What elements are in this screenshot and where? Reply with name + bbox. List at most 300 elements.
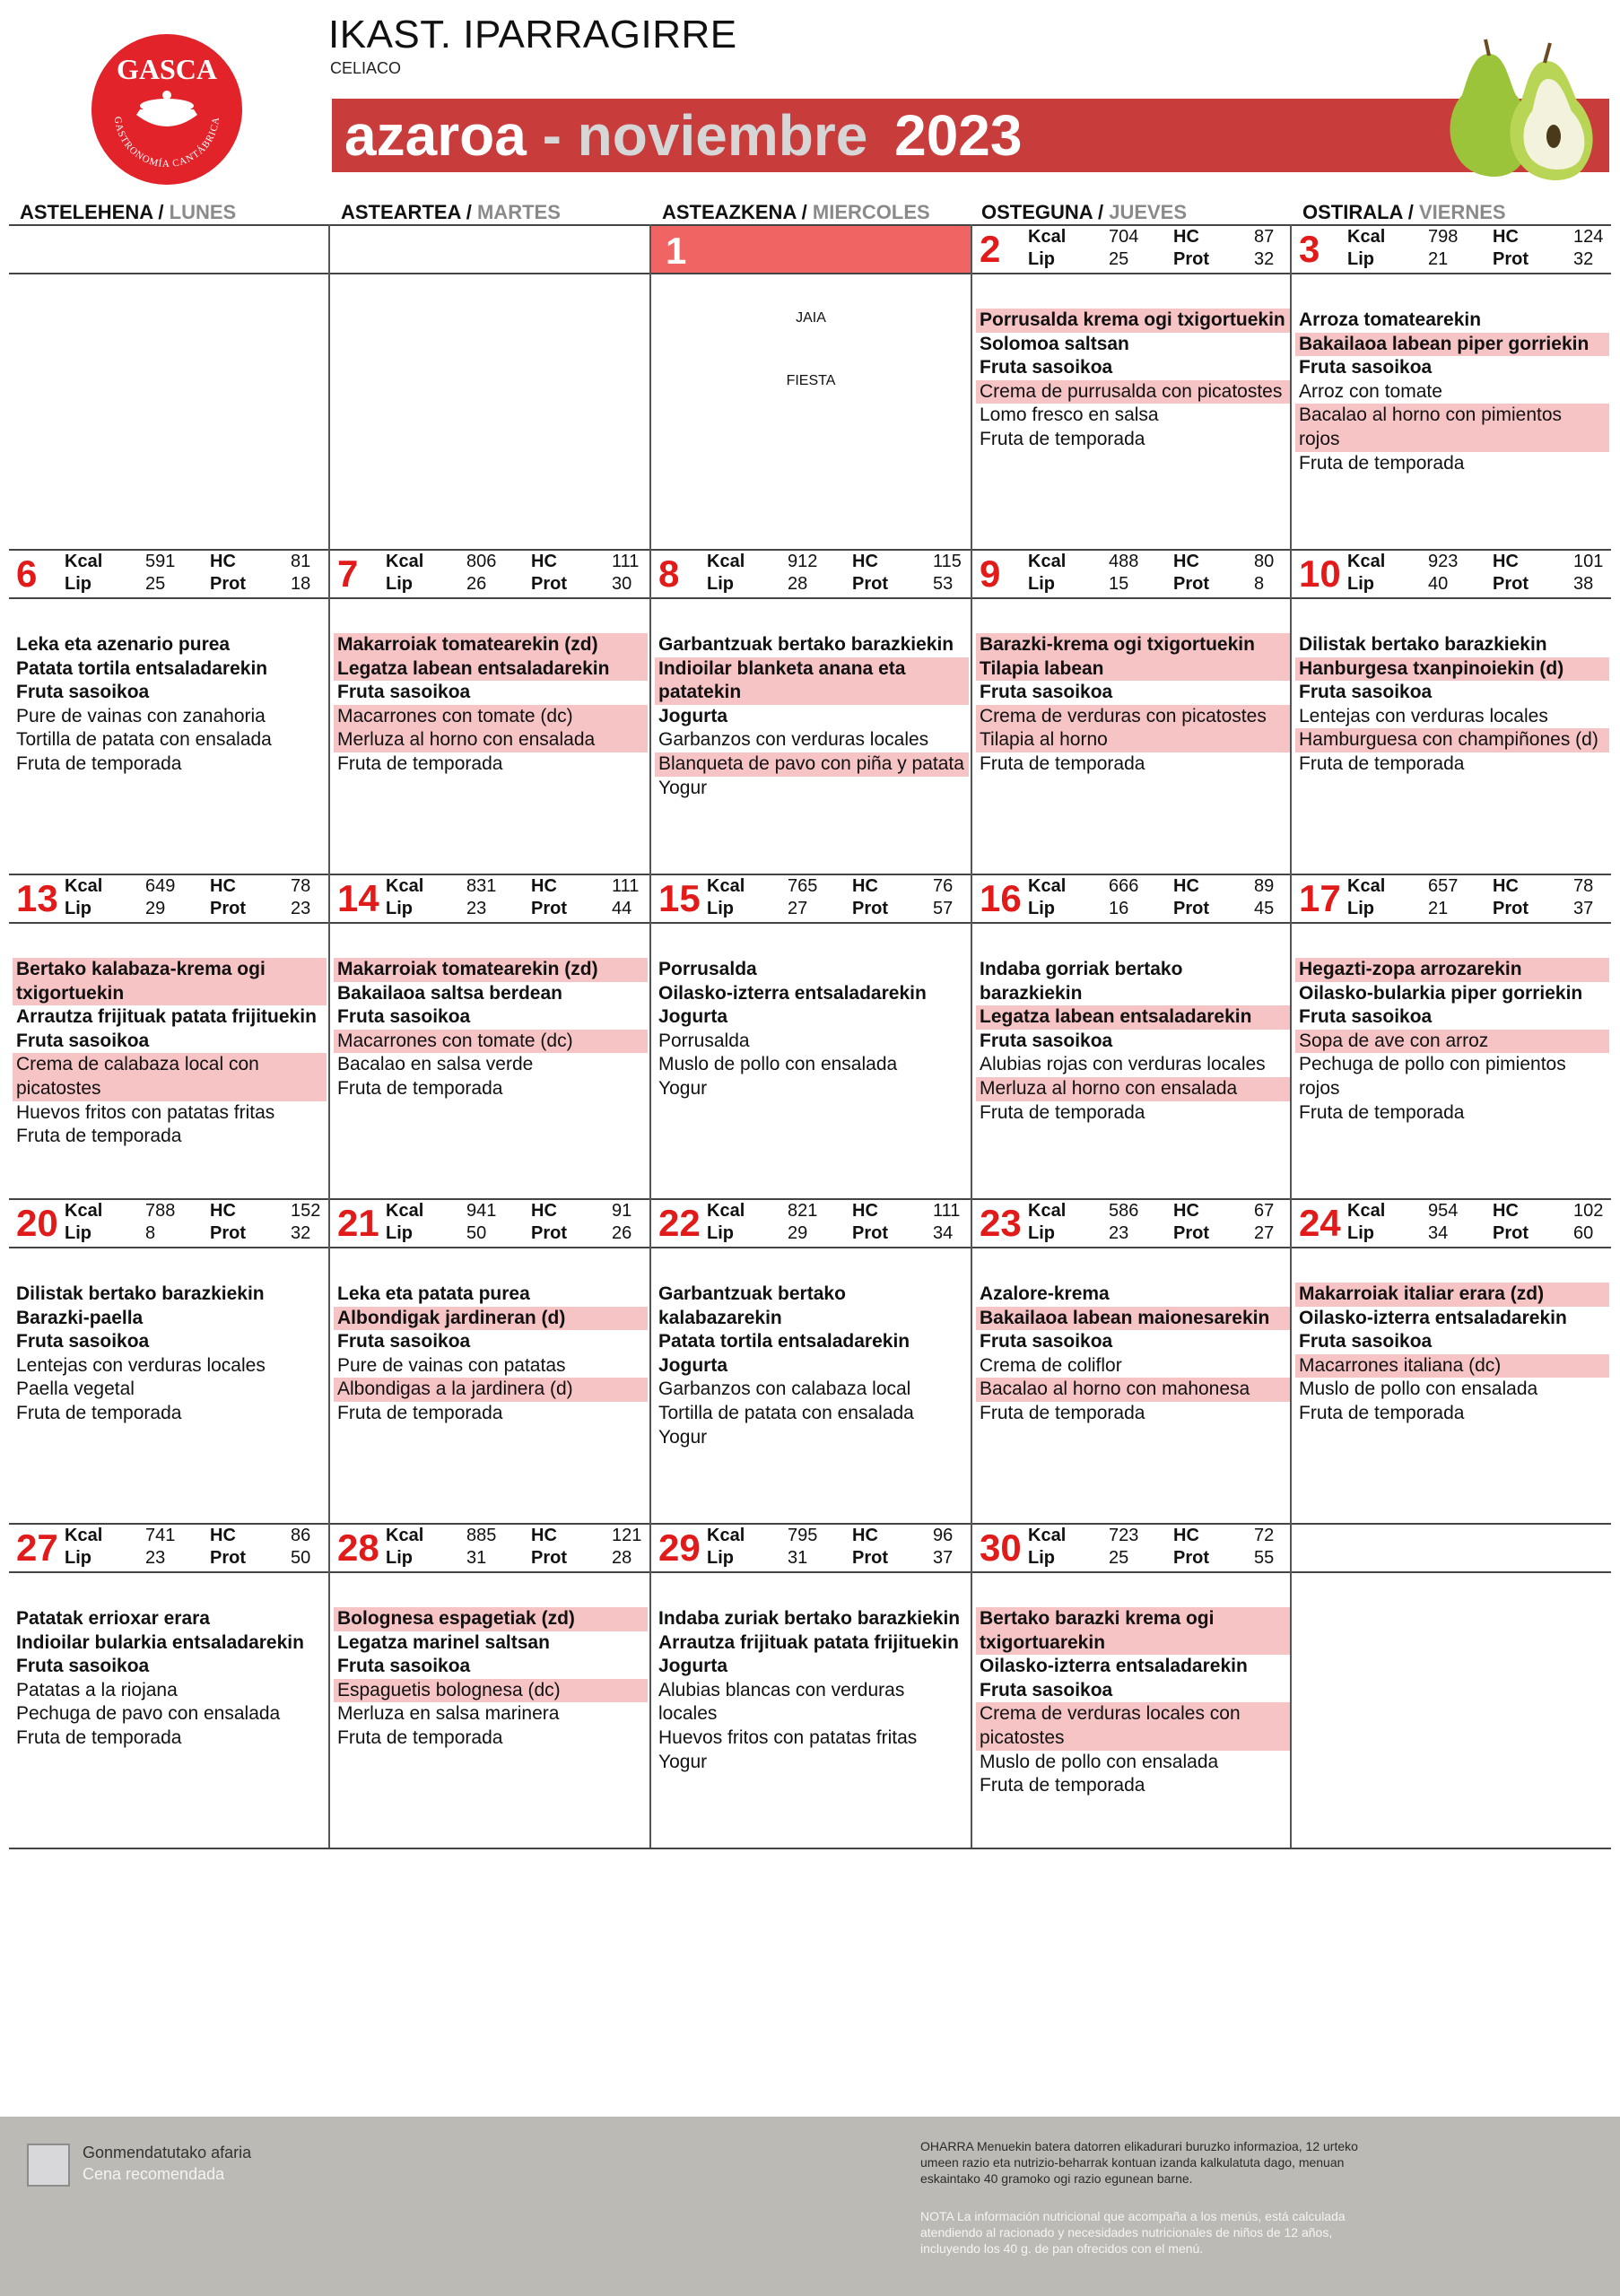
lip-label: Lip [65,1548,91,1568]
lip-value: 21 [1428,249,1449,269]
prot-label: Prot [531,1548,567,1568]
note-eu: OHARRA Menuekin batera datorren elikadurari buruzko informazioa, 12 urteko umeen razio eta nutrizio-beharrak kontuan izanda kalkulatuta dago, menuan eskaintako 40 gramoko ogi razio egunean barne. [920,2139,1358,2186]
hc-value: 111 [612,876,640,896]
day-number: 14 [337,877,379,919]
dish: Lentejas con verduras locales [16,1354,266,1376]
day-menu [976,1607,1290,1798]
dish: Alubias blancas con verduras locales [658,1679,905,1725]
kcal-value: 666 [1109,876,1139,896]
dish: Fruta sasoikoa [337,1656,471,1677]
day-number: 8 [658,552,680,595]
legend-label-es: Cena recomendada [83,2165,225,2183]
recommended-dish: Hanburgesa txanpinoiekin (d) [1295,657,1609,682]
dish: Garbantzuak bertako barazkiekin [658,634,954,655]
dish: Garbantzuak bertako kalabazarekin [658,1283,846,1328]
day-header [972,875,1292,922]
day-number: 15 [658,877,701,919]
dish: Fruta sasoikoa [980,1331,1113,1352]
prot-value: 32 [1254,249,1275,269]
kcal-label: Kcal [1028,227,1067,247]
dish: Fruta de temporada [337,752,503,774]
lip-label: Lip [386,1223,413,1243]
grid-line [9,922,1611,924]
recommended-dish: Crema de calabaza local con picatostes [13,1053,327,1100]
hc-label: HC [210,552,236,571]
recommended-dish: Bertako kalabaza-krema ogi txigortuekin [13,958,327,1005]
kcal-label: Kcal [707,552,745,571]
hc-value: 89 [1254,876,1275,896]
day-number: 29 [658,1526,701,1569]
school-name: IKAST. IPARRAGIRRE [328,13,737,57]
kcal-label: Kcal [65,876,103,896]
kcal-value: 912 [788,552,818,571]
dish: Oilasko-izterra entsaladarekin [980,1656,1248,1677]
dish: Garbanzos con verduras locales [658,729,929,751]
day-menu [655,958,969,1101]
lip-label: Lip [1028,1223,1055,1243]
weekday-tuesday: ASTEARTEA / MARTES [341,201,561,223]
kcal-label: Kcal [65,1526,103,1545]
day-number: 16 [980,877,1022,919]
dish: Fruta sasoikoa [1299,357,1433,378]
hc-value: 91 [612,1201,632,1221]
day-header [330,1525,649,1571]
hc-label: HC [210,876,236,896]
day-menu [334,958,648,1101]
dish: Fruta de temporada [980,1775,1145,1796]
day-header [1292,551,1611,597]
dish: Fruta sasoikoa [980,1030,1113,1051]
dish: Lomo fresco en salsa [980,404,1159,426]
day-number: 22 [658,1202,701,1244]
day-header [1292,1200,1611,1247]
recommended-dish: Crema de purrusalda con picatostes [976,380,1290,404]
day-menu [334,633,648,777]
hc-value: 78 [291,876,311,896]
dish: Leka eta azenario purea [16,634,231,655]
dish: Jogurta [658,705,728,726]
kcal-label: Kcal [65,552,103,571]
kcal-value: 488 [1109,552,1139,571]
dish: Jogurta [658,1006,728,1028]
recommended-dish: Indioilar blanketa anana eta patatekin [655,657,969,705]
prot-value: 55 [1254,1548,1275,1568]
lip-label: Lip [65,1223,91,1243]
dish: Patatas a la riojana [16,1679,178,1700]
recommended-dish: Legatza labean entsaladarekin [976,1005,1290,1030]
lip-value: 50 [466,1223,487,1243]
dish: Fruta sasoikoa [16,1030,150,1051]
lip-label: Lip [386,899,413,918]
hc-label: HC [1173,1201,1199,1221]
holiday-label-es: FIESTA [786,373,836,388]
dish: Alubias rojas con verduras locales [980,1054,1266,1075]
hc-value: 86 [291,1526,311,1545]
recommended-dish: Tilapia al horno [976,728,1290,752]
prot-label: Prot [1173,899,1209,918]
grid-line [971,224,972,1848]
day-header [972,1525,1292,1571]
kcal-label: Kcal [1347,227,1386,247]
prot-value: 27 [1254,1223,1275,1243]
lip-value: 31 [788,1548,808,1568]
day-number: 7 [337,552,359,595]
hc-label: HC [852,876,878,896]
dish: Oilasko-izterra entsaladarekin [1299,1307,1567,1328]
grid-line [328,224,330,1848]
dish: Porrusalda [658,1030,750,1051]
dish: Azalore-krema [980,1283,1110,1304]
day-menu [976,958,1290,1125]
dish: Fruta sasoikoa [337,682,471,703]
prot-label: Prot [1493,899,1529,918]
day-menu [13,1283,327,1426]
day-number: 24 [1299,1202,1341,1244]
hc-value: 152 [291,1201,321,1221]
prot-value: 32 [1573,249,1594,269]
dish: Tortilla de patata con ensalada [658,1402,914,1423]
kcal-label: Kcal [386,552,424,571]
prot-value: 26 [612,1223,632,1243]
prot-value: 38 [1573,574,1594,594]
lip-label: Lip [1028,899,1055,918]
hc-label: HC [1173,1526,1199,1545]
kcal-label: Kcal [65,1201,103,1221]
day-header [9,875,328,922]
hc-label: HC [852,552,878,571]
day-header [651,1525,971,1571]
lip-label: Lip [707,1223,734,1243]
dish: Yogur [658,1077,708,1099]
dish: Fruta de temporada [1299,1101,1465,1123]
dish: Indaba zuriak bertako barazkiekin [658,1608,961,1629]
dish: Arrautza frijituak patata frijituekin [658,1631,959,1653]
dish: Fruta sasoikoa [980,682,1113,703]
month-banner [332,99,1609,172]
hc-label: HC [1493,552,1519,571]
lip-value: 28 [788,574,808,594]
kcal-value: 821 [788,1201,818,1221]
kcal-value: 941 [466,1201,497,1221]
lip-value: 21 [1428,899,1449,918]
hc-label: HC [210,1526,236,1545]
prot-value: 8 [1254,574,1265,594]
lip-label: Lip [1028,1548,1055,1568]
lip-value: 23 [1109,1223,1129,1243]
prot-value: 32 [291,1223,311,1243]
weekday-monday: ASTELEHENA / LUNES [20,201,237,223]
dish: Leka eta patata purea [337,1283,530,1304]
hc-label: HC [1173,552,1199,571]
kcal-value: 806 [466,552,497,571]
hc-value: 121 [612,1526,642,1545]
prot-label: Prot [1493,249,1529,269]
note-es: NOTA La información nutricional que acompaña a los menús, está calculada atendiendo al racionado y necesidades nutricionales de niños de 12 años, incluyendo los 40 g. de pan ofrecidos con el menú. [920,2209,1346,2256]
dish: Patata tortila entsaladarekin [658,1331,910,1352]
kcal-value: 765 [788,876,818,896]
lip-label: Lip [1028,574,1055,594]
kcal-label: Kcal [1028,1526,1067,1545]
hc-value: 67 [1254,1201,1275,1221]
dish: Yogur [658,1751,708,1772]
lip-value: 29 [788,1223,808,1243]
dish: Fruta sasoikoa [1299,1331,1433,1352]
kcal-value: 704 [1109,227,1139,247]
prot-value: 30 [612,574,632,594]
kcal-label: Kcal [1347,552,1386,571]
dish: Fruta sasoikoa [980,1679,1113,1700]
dish: Oilasko-bularkia piper gorriekin [1299,982,1583,1004]
grid-line [9,1571,1611,1573]
prot-label: Prot [210,899,246,918]
prot-label: Prot [1173,574,1209,594]
dish: Merluza en salsa marinera [337,1703,560,1725]
dish: Fruta de temporada [980,752,1145,774]
prot-value: 44 [612,899,632,918]
lip-value: 27 [788,899,808,918]
kcal-label: Kcal [386,1201,424,1221]
recommended-dish: Macarrones con tomate (dc) [334,1030,648,1054]
day-menu [976,633,1290,777]
lip-value: 23 [145,1548,166,1568]
day-header [9,1525,328,1571]
kcal-value: 798 [1428,227,1459,247]
recommended-dish: Bacalao al horno con mahonesa [976,1378,1290,1402]
month-es: noviembre [577,103,868,168]
dish: Fruta de temporada [337,1077,503,1099]
day-number: 3 [1299,228,1320,270]
recommended-dish: Albondigas a la jardinera (d) [334,1378,648,1402]
dish: Indioilar bularkia entsaladarekin [16,1631,304,1653]
dish: Muslo de pollo con ensalada [1299,1378,1538,1400]
day-number: 9 [980,552,1001,595]
recommended-dish: Porrusalda krema ogi txigortuekin [976,309,1290,333]
kcal-value: 954 [1428,1201,1459,1221]
hc-value: 78 [1573,876,1594,896]
day-menu [334,1283,648,1426]
weekday-friday: OSTIRALA / VIERNES [1302,201,1506,223]
recommended-dish: Crema de verduras con picatostes [976,705,1290,729]
dish: Paella vegetal [16,1378,135,1400]
dish: Dilistak bertako barazkiekin [1299,634,1547,655]
lip-value: 25 [1109,1548,1129,1568]
hc-value: 96 [933,1526,954,1545]
kcal-label: Kcal [707,1526,745,1545]
day-header [330,875,649,922]
recommended-dish: Macarrones con tomate (dc) [334,705,648,729]
dish: Fruta de temporada [980,1101,1145,1123]
holiday-label-eu: JAIA [796,310,826,326]
dish: Arroza tomatearekin [1299,309,1482,330]
kcal-value: 885 [466,1526,497,1545]
prot-label: Prot [210,1548,246,1568]
kcal-label: Kcal [1347,1201,1386,1221]
year: 2023 [894,103,1023,168]
lip-value: 16 [1109,899,1129,918]
recommended-dish: Hegazti-zopa arrozarekin [1295,958,1609,982]
prot-value: 37 [1573,899,1594,918]
day-menu [1295,633,1609,777]
day-menu [334,1607,648,1751]
kcal-label: Kcal [1028,876,1067,896]
dish: Fruta de temporada [337,1402,503,1423]
dish: Arroz con tomate [1299,380,1442,402]
day-header [651,1200,971,1247]
prot-label: Prot [531,899,567,918]
dish: Pechuga de pollo con pimientos rojos [1299,1054,1566,1099]
kcal-label: Kcal [1028,552,1067,571]
prot-label: Prot [852,899,888,918]
weekday-thursday: OSTEGUNA / JUEVES [981,201,1188,223]
hc-value: 102 [1573,1201,1604,1221]
dish: Garbanzos con calabaza local [658,1378,911,1400]
hc-value: 87 [1254,227,1275,247]
lip-value: 29 [145,899,166,918]
prot-label: Prot [1173,1223,1209,1243]
dish: Fruta sasoikoa [16,682,150,703]
lip-label: Lip [65,899,91,918]
dish: Fruta de temporada [16,752,182,774]
lip-label: Lip [386,1548,413,1568]
lip-label: Lip [707,899,734,918]
kcal-label: Kcal [707,876,745,896]
lip-label: Lip [1347,574,1374,594]
day-number: 23 [980,1202,1022,1244]
grid-line [9,1848,1611,1849]
dish: Patata tortila entsaladarekin [16,657,268,679]
day-number: 6 [16,552,38,595]
prot-value: 60 [1573,1223,1594,1243]
dish: Fruta sasoikoa [1299,682,1433,703]
day-menu [655,1283,969,1449]
day-number: 10 [1299,552,1341,595]
kcal-value: 741 [145,1526,176,1545]
day-number: 30 [980,1526,1022,1569]
dish: Fruta sasoikoa [337,1006,471,1028]
kcal-value: 649 [145,876,176,896]
prot-value: 45 [1254,899,1275,918]
prot-label: Prot [1493,1223,1529,1243]
lip-value: 31 [466,1548,487,1568]
day-menu [13,1607,327,1751]
prot-value: 37 [933,1548,954,1568]
dish: Fruta sasoikoa [1299,1006,1433,1028]
dish: Solomoa saltsan [980,333,1129,354]
day-menu [13,633,327,777]
day-header [972,226,1292,273]
lip-value: 25 [1109,249,1129,269]
day-header [972,551,1292,597]
dish: Pure de vainas con patatas [337,1354,566,1376]
recommended-dish: Bertako barazki krema ogi txigortuarekin [976,1607,1290,1655]
hc-value: 115 [933,552,962,571]
kcal-label: Kcal [386,1526,424,1545]
recommended-dish: Merluza al horno con ensalada [976,1077,1290,1101]
recommended-dish: Makarroiak italiar erara (zd) [1295,1283,1609,1307]
kcal-label: Kcal [1028,1201,1067,1221]
recommended-dish: Bakailaoa labean maionesarekin [976,1307,1290,1331]
hc-value: 111 [612,552,640,571]
lip-label: Lip [1028,249,1055,269]
logo-subtext: GASTRONOMÍA CANTÁBRICA [111,116,222,170]
lip-label: Lip [386,574,413,594]
prot-label: Prot [1493,574,1529,594]
day-header [9,1200,328,1247]
grid-line [9,273,1611,274]
month-eu: azaroa [344,103,527,168]
prot-value: 53 [933,574,954,594]
kcal-label: Kcal [707,1201,745,1221]
prot-label: Prot [1173,1548,1209,1568]
prot-label: Prot [852,1548,888,1568]
dish: Lentejas con verduras locales [1299,705,1548,726]
kcal-value: 591 [145,552,176,571]
day-menu [976,309,1290,452]
day-number: 27 [16,1526,58,1569]
lip-value: 34 [1428,1223,1449,1243]
dish: Yogur [658,1426,708,1448]
prot-label: Prot [210,1223,246,1243]
day-number: 1 [666,230,687,272]
hc-label: HC [852,1201,878,1221]
hc-label: HC [531,1201,557,1221]
recommended-dish: Legatza labean entsaladarekin [334,657,648,682]
dish: Porrusalda [658,959,757,979]
dish: Arrautza frijituak patata frijituekin [16,1006,317,1028]
lip-label: Lip [1347,1223,1374,1243]
dish: Oilasko-izterra entsaladarekin [658,982,927,1004]
day-header [1292,875,1611,922]
recommended-dish: Makarroiak tomatearekin (zd) [334,633,648,657]
kcal-value: 831 [466,876,497,896]
pear-icon [1426,32,1615,190]
recommended-dish: Makarroiak tomatearekin (zd) [334,958,648,982]
grid-line [9,597,1611,599]
day-header [330,551,649,597]
day-number: 28 [337,1526,379,1569]
recommended-dish: Crema de verduras locales con picatostes [976,1702,1290,1750]
dish: Fruta de temporada [1299,752,1465,774]
dish: Tortilla de patata con ensalada [16,729,272,751]
recommended-dish: Bolognesa espagetiak (zd) [334,1607,648,1631]
prot-value: 28 [612,1548,632,1568]
lip-value: 23 [466,899,487,918]
day-menu [1295,958,1609,1125]
kcal-value: 795 [788,1526,818,1545]
recommended-dish: Blanqueta de pavo con piña y patata [655,752,969,777]
holiday-day-header [651,226,971,273]
dish: Fruta de temporada [1299,1402,1465,1423]
prot-label: Prot [852,1223,888,1243]
day-number: 17 [1299,877,1341,919]
lip-label: Lip [707,1548,734,1568]
prot-label: Prot [210,574,246,594]
hc-value: 81 [291,552,311,571]
dish: Indaba gorriak bertako barazkiekin [980,959,1183,1004]
dish: Jogurta [658,1656,728,1677]
dish: Huevos fritos con patatas fritas [16,1101,275,1123]
day-header [651,551,971,597]
dish: Huevos fritos con patatas fritas [658,1726,918,1748]
dish: Pechuga de pavo con ensalada [16,1703,281,1725]
dish: Dilistak bertako barazkiekin [16,1283,265,1304]
recommended-dish: Albondigak jardineran (d) [334,1307,648,1331]
weekday-wednesday: ASTEAZKENA / MIERCOLES [662,201,930,223]
prot-value: 34 [933,1223,954,1243]
day-header [9,551,328,597]
dish: Fruta sasoikoa [337,1331,471,1352]
hc-value: 72 [1254,1526,1275,1545]
